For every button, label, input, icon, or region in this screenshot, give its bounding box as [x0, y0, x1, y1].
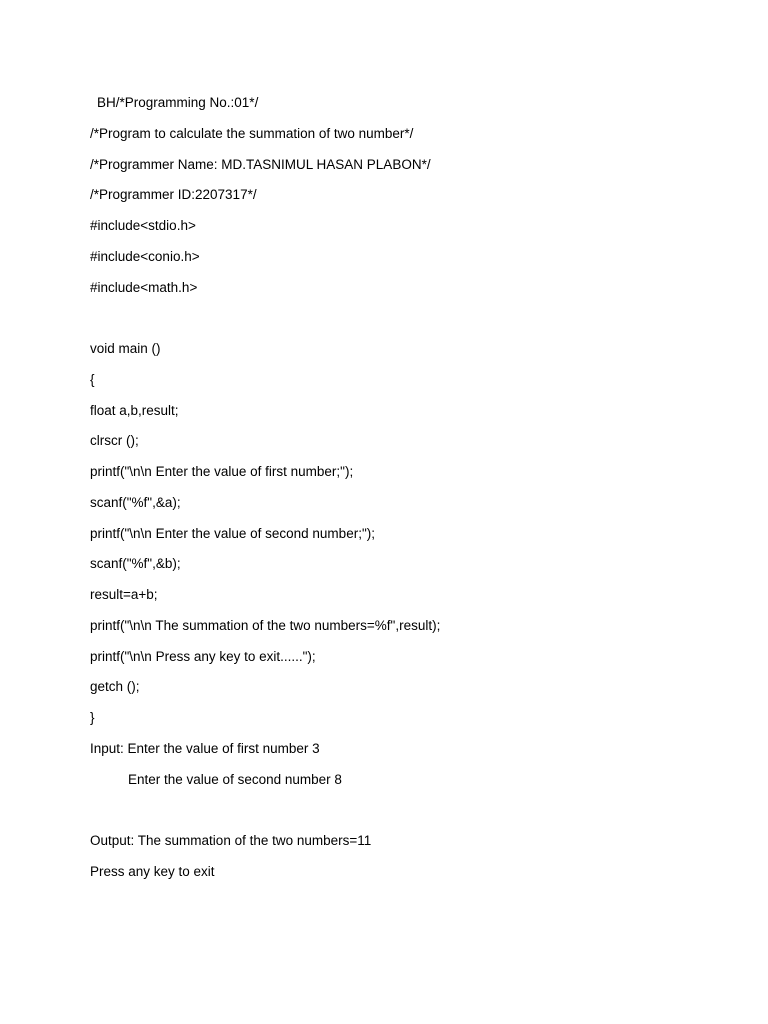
exit-prompt-line: Press any key to exit	[90, 864, 215, 879]
programmer-id-line: /*Programmer ID:2207317*/	[90, 187, 257, 202]
printf-exit-line: printf("\n\n Press any key to exit......");	[90, 649, 316, 664]
include-stdio-line: #include<stdio.h>	[90, 218, 196, 233]
output-line: Output: The summation of the two numbers=11	[90, 833, 372, 848]
header-comment-line: BH/*Programming No.:01*/	[97, 95, 259, 110]
close-brace-line: }	[90, 710, 95, 725]
program-description-line: /*Program to calculate the summation of two number*/	[90, 126, 414, 141]
result-assignment-line: result=a+b;	[90, 587, 158, 602]
main-signature-line: void main ()	[90, 341, 161, 356]
clrscr-line: clrscr ();	[90, 433, 139, 448]
input-second-line: Enter the value of second number 8	[128, 772, 342, 787]
printf-first-line: printf("\n\n Enter the value of first number;");	[90, 464, 354, 479]
scanf-b-line: scanf("%f",&b);	[90, 556, 181, 571]
printf-result-line: printf("\n\n The summation of the two numbers=%f",result);	[90, 618, 441, 633]
include-math-line: #include<math.h>	[90, 280, 198, 295]
input-first-line: Input: Enter the value of first number 3	[90, 741, 320, 756]
open-brace-line: {	[90, 372, 95, 387]
scanf-a-line: scanf("%f",&a);	[90, 495, 181, 510]
variable-declaration-line: float a,b,result;	[90, 403, 179, 418]
programmer-name-line: /*Programmer Name: MD.TASNIMUL HASAN PLABON*/	[90, 157, 431, 172]
printf-second-line: printf("\n\n Enter the value of second number;");	[90, 526, 375, 541]
getch-line: getch ();	[90, 679, 140, 694]
include-conio-line: #include<conio.h>	[90, 249, 200, 264]
